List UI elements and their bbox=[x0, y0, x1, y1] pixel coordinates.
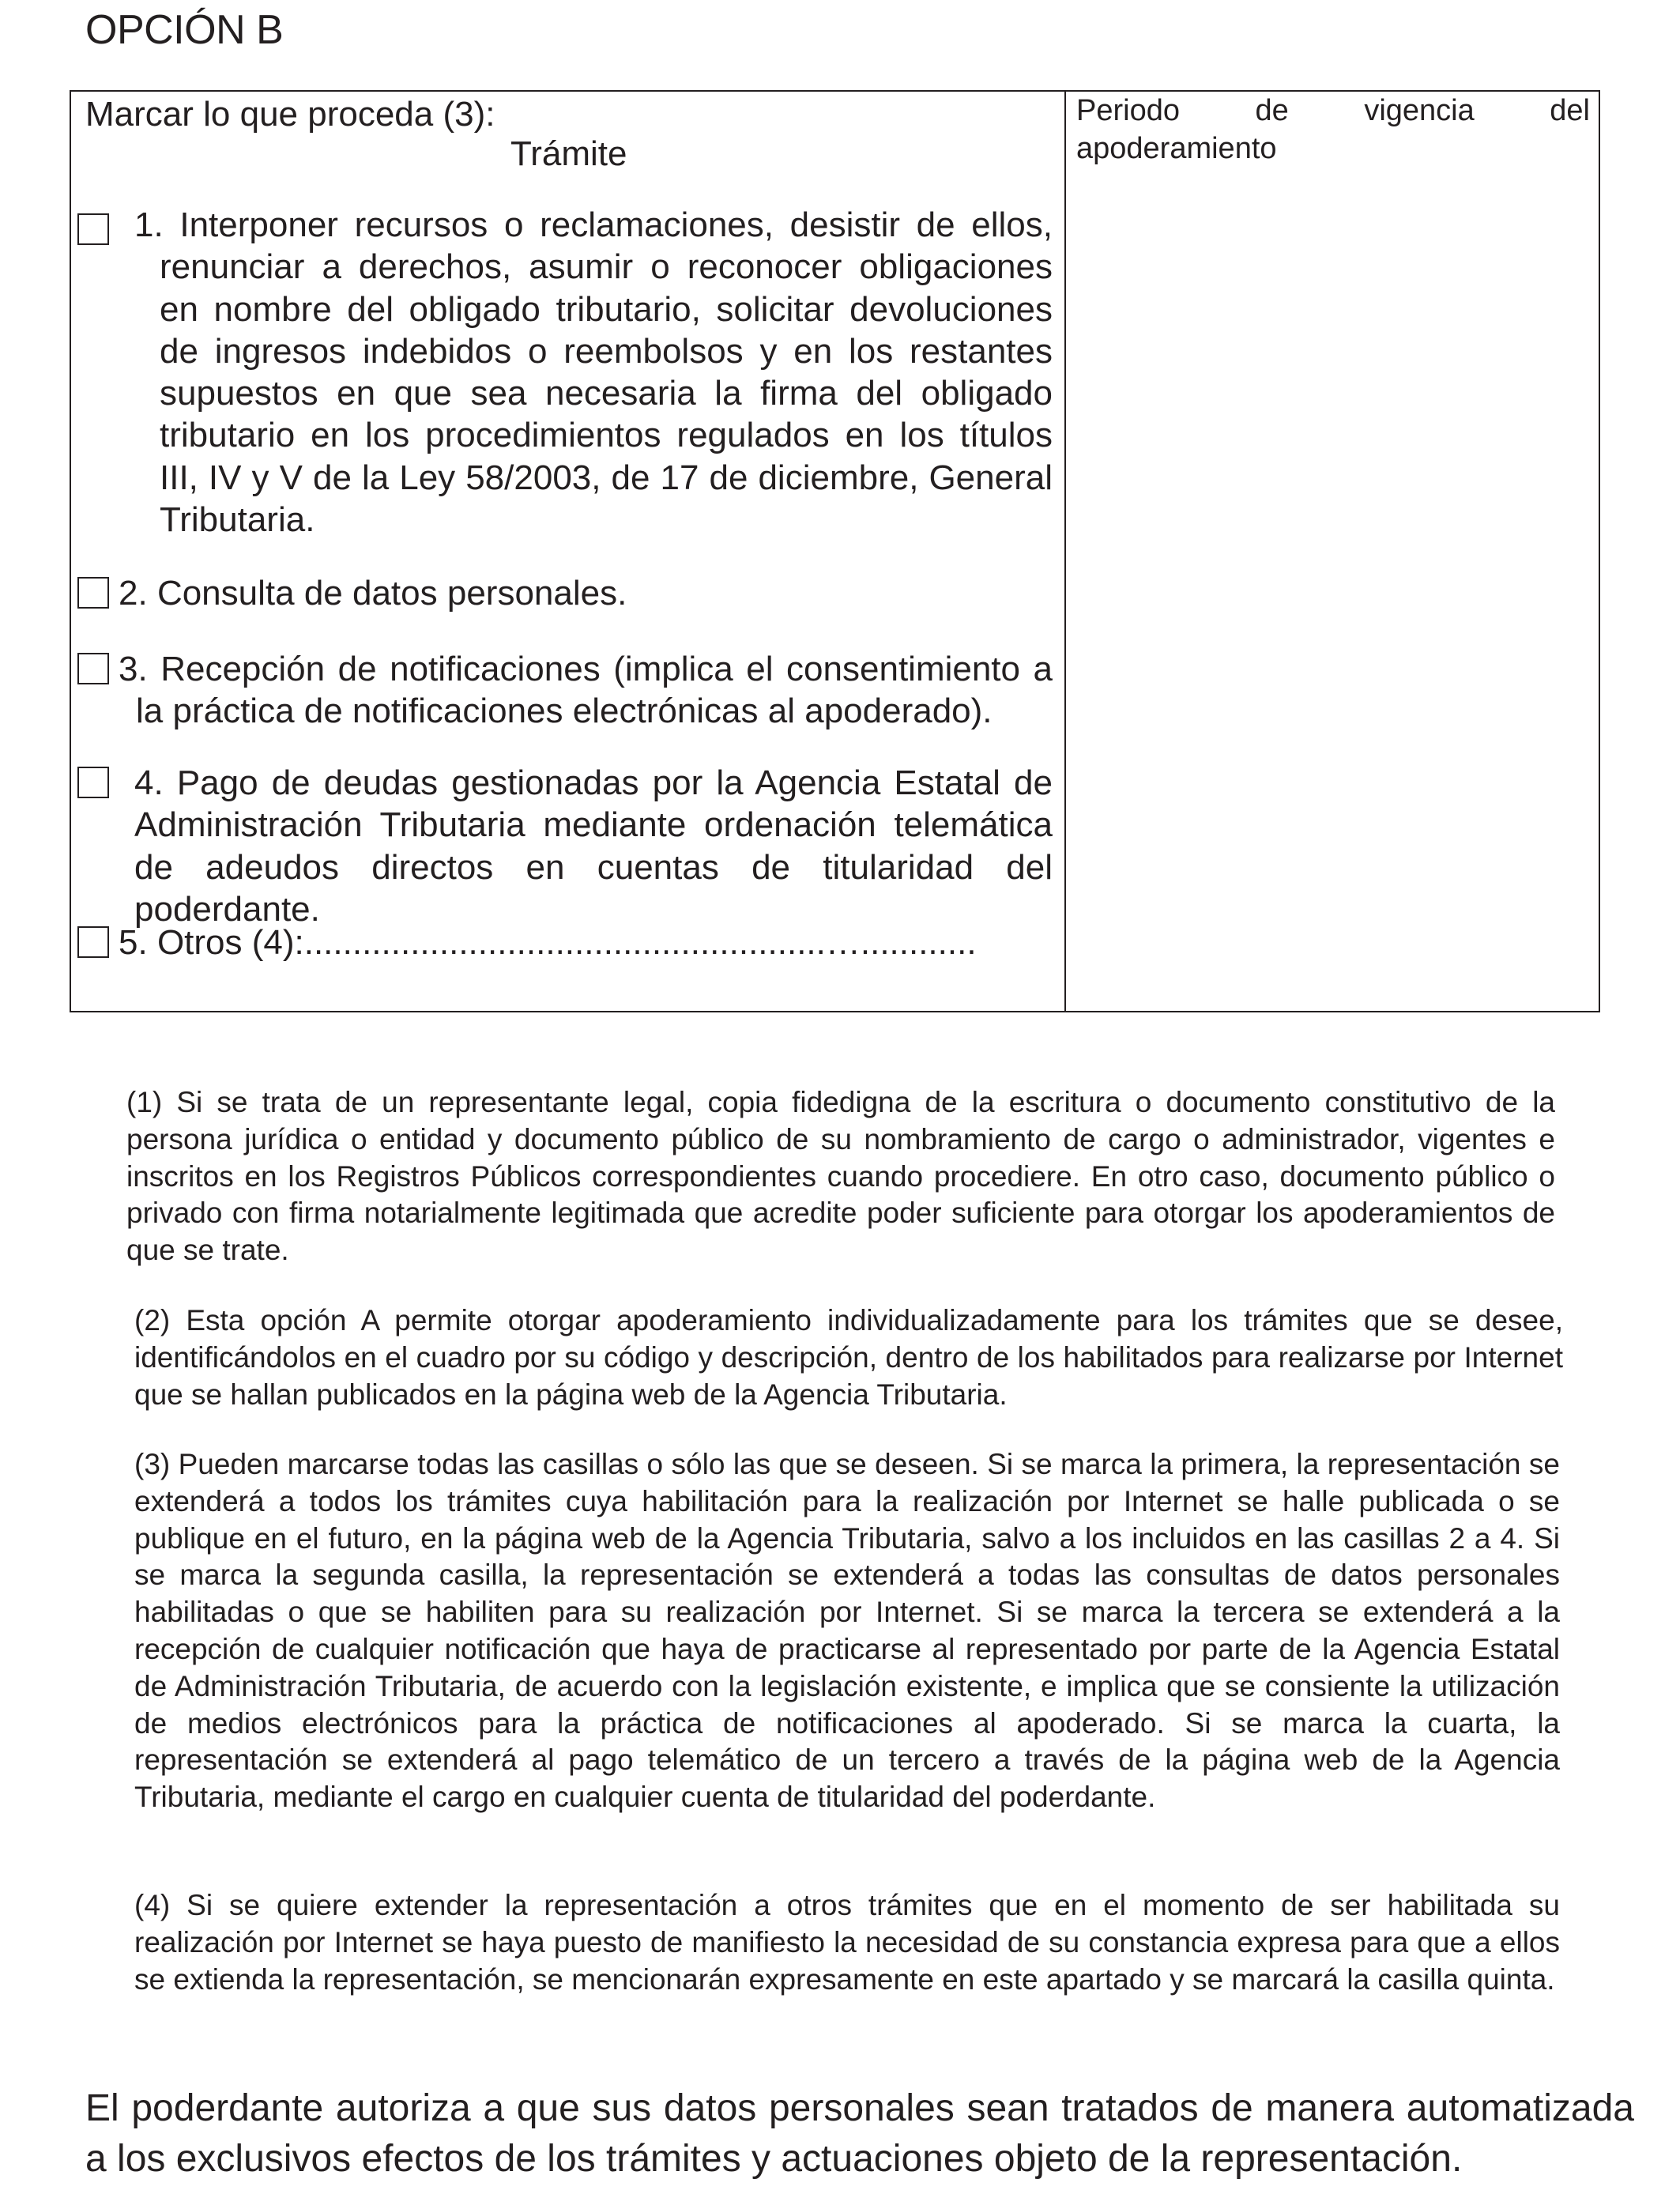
periodo-line2: apoderamiento bbox=[1076, 132, 1277, 165]
footnote-1: (1) Si se trata de un representante legal, copia fidedigna de la escritura o documento constitutivo de la persona jurídica o entidad y documento público de su nombramiento de cargo o administrador, vigentes e inscritos en los Registros Públicos correspondientes cuando procediere. En otro caso, documento público o privado con firma notarialmente legitimada que acredite poder suficiente para otorgar los apoderamientos de que se trate. bbox=[126, 1086, 1555, 1267]
checkbox-item-3[interactable] bbox=[77, 653, 109, 684]
item-number: 5. bbox=[119, 923, 148, 962]
item-number: 1. bbox=[134, 205, 164, 244]
footnote-3: (3) Pueden marcarse todas las casillas o sólo las que se deseen. Si se marca la primera, la representación se extenderá a todos los trámites cuya habilitación para la realización por Internet se halle publicada o se publique en el futuro, en la página web de la Agencia Tributaria, salvo a los incluidos en las casillas 2 a 4. Si se marca la segunda casilla, la representación se extenderá a todas las consultas de datos personales habilitadas o que se habiliten para su realización por Internet. Si se marca la tercera se extenderá a la recepción de cualquier notificación que haya de practicarse al representado por parte de la Agencia Estatal de Administración Tributaria, de acuerdo con la legislación existente, e implica que se consiente la utilización de medios electrónicos para la práctica de notificaciones al apoderado. Si se marca la cuarta, la representación se extenderá al pago telemático de un tercero a través de la página web de la Agencia Tributaria, mediante el cargo en cualquier cuenta de titularidad del poderdante. bbox=[134, 1448, 1560, 1814]
tramite-item-1 bbox=[134, 204, 1053, 541]
column-divider bbox=[1064, 92, 1066, 1011]
item-text: Pago de deudas gestionadas por la Agencia Estatal de Administración Tributaria mediante ordenación telemática de adeudos directos en cuentas de titularidad del poderdante. bbox=[134, 763, 1053, 929]
periodo-word: de bbox=[1255, 94, 1289, 127]
item-text: Interponer recursos o reclamaciones, desistir de ellos, renunciar a derechos, asumir o reconocer obligaciones en nombre del obligado tributario, solicitar devoluciones de ingresos indebidos o reembolsos y en los restantes supuestos en que sea necesaria la firma del obligado tributario en los procedimientos regulados en los títulos III, IV y V de la Ley 58/2003, de 17 de diciembre, General Tributaria. bbox=[160, 205, 1053, 540]
page-title: OPCIÓN B bbox=[85, 7, 284, 53]
checkbox-item-5[interactable] bbox=[77, 926, 109, 958]
periodo-column-header bbox=[1076, 92, 1590, 168]
tramite-column-header: Trámite bbox=[510, 134, 627, 173]
item-number: 3. bbox=[119, 650, 148, 688]
tramites-table bbox=[70, 90, 1600, 1012]
checkbox-item-4[interactable] bbox=[77, 767, 109, 798]
checkbox-item-1[interactable] bbox=[77, 213, 109, 245]
tramite-item-5 bbox=[119, 922, 1051, 963]
footnote-4: (4) Si se quiere extender la representación a otros trámites que en el momento de ser habilitada su realización por Internet se haya puesto de manifiesto la necesidad de su constancia expresa para que a ellos se extienda la representación, se mencionarán expresamente en este apartado y se marcará la casilla quinta. bbox=[134, 1889, 1560, 1996]
tramite-item-4 bbox=[134, 762, 1053, 930]
tramite-item-2 bbox=[119, 572, 1051, 614]
periodo-word: vigencia bbox=[1364, 94, 1475, 127]
item-text: Consulta de datos personales. bbox=[156, 574, 627, 613]
tramite-item-3 bbox=[119, 648, 1053, 733]
item-text: Recepción de notificaciones (implica el consentimiento a la práctica de notificaciones electrónicas al apoderado). bbox=[136, 650, 1053, 731]
footnote-2: (2) Esta opción A permite otorgar apoderamiento individualizadamente para los trámites que se desee, identificándolos en el cuadro por su código y descripción, dentro de los habilitados para realizarse por Internet que se hallan publicados en la página web de la Agencia Tributaria. bbox=[134, 1304, 1563, 1411]
checkbox-item-2[interactable] bbox=[77, 577, 109, 609]
data-consent-statement: El poderdante autoriza a que sus datos personales sean tratados de manera automatizada a los exclusivos efectos de los trámites y actuaciones objeto de la representación. bbox=[85, 2087, 1634, 2180]
mark-instruction: Marcar lo que proceda (3): bbox=[85, 95, 495, 134]
periodo-word: del bbox=[1550, 94, 1590, 127]
item-number: 2. bbox=[119, 574, 148, 613]
periodo-word: Periodo bbox=[1076, 94, 1180, 127]
item-text: Otros (4):......................................................…............ bbox=[156, 923, 977, 962]
item-number: 4. bbox=[134, 763, 164, 802]
